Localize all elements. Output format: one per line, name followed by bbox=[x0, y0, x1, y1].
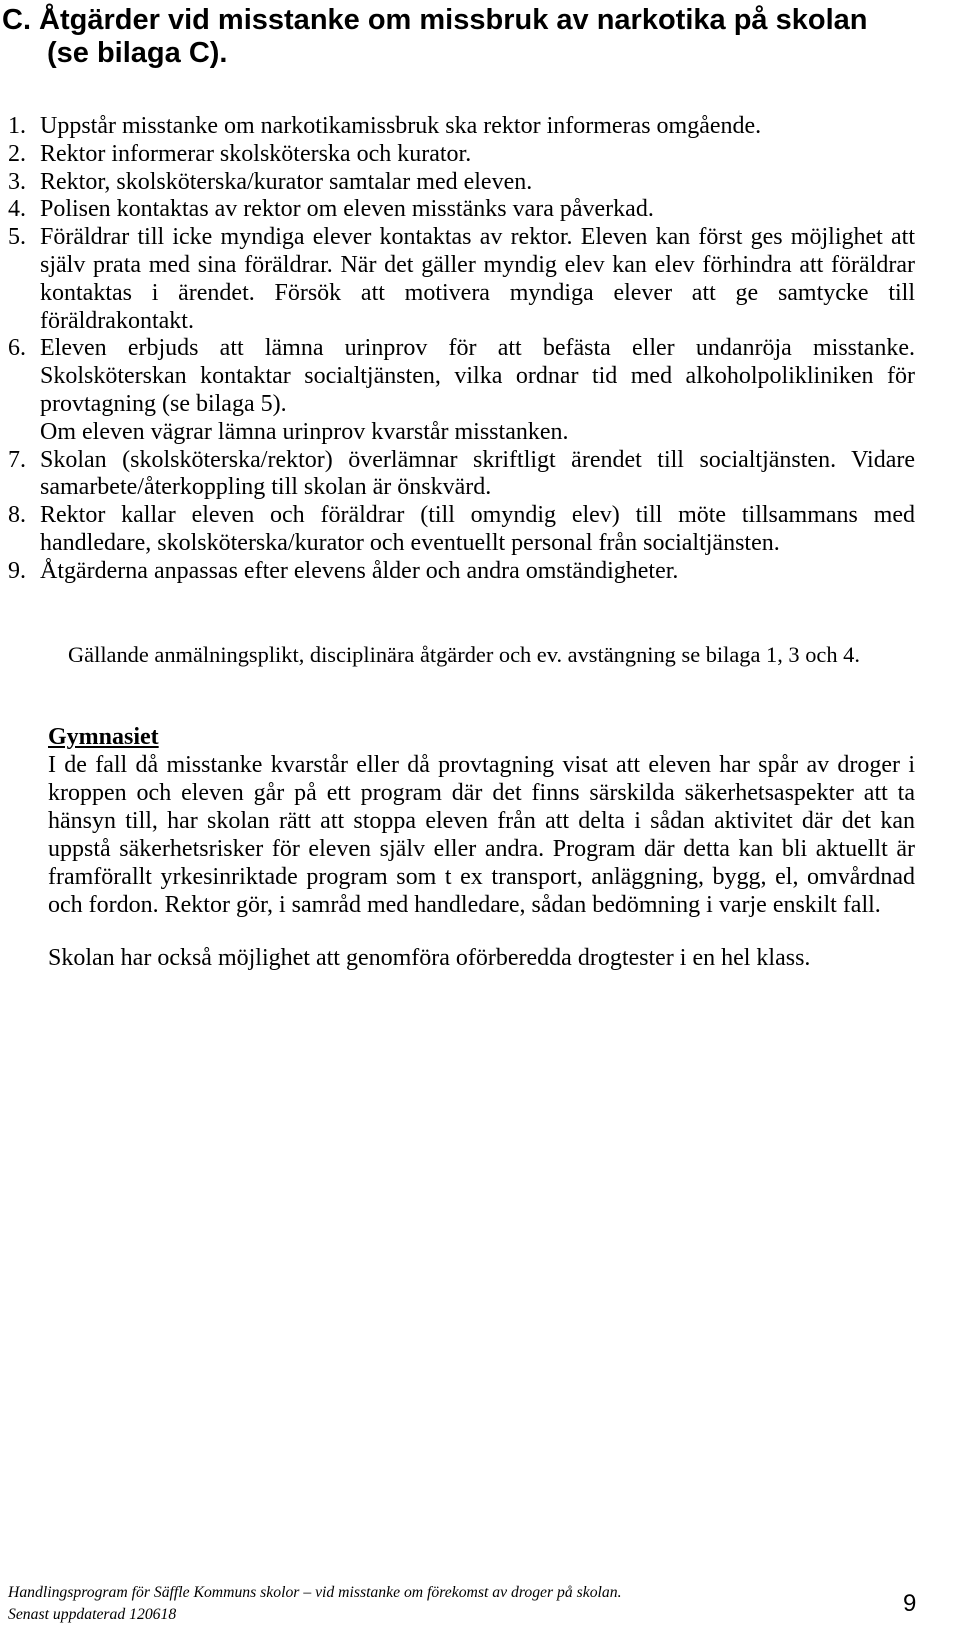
step-paragraph: Föräldrar till icke myndiga elever kontaktas av rektor. Eleven kan först ges möjlighet att själv prata med sina föräldrar. När det gäller myndig elev kan elev förhindra att föräldrar kontaktas i ärendet. Försök att motivera myndiga elever att ge samtycke till föräldrakontakt. bbox=[40, 224, 915, 334]
step-item bbox=[8, 558, 915, 586]
step-number: 2. bbox=[8, 140, 26, 167]
step-text bbox=[40, 196, 915, 224]
step-item bbox=[8, 113, 915, 141]
step-paragraph: Eleven erbjuds att lämna urinprov för att befästa eller undanröja misstanke. bbox=[40, 335, 915, 362]
step-text bbox=[40, 113, 915, 141]
step-paragraph: Rektor informerar skolsköterska och kurator. bbox=[40, 140, 472, 167]
step-number: 8. bbox=[8, 502, 26, 529]
step-paragraph: Polisen kontaktas av rektor om eleven misstänks vara påverkad. bbox=[40, 196, 654, 223]
step-text bbox=[40, 224, 915, 335]
step-item bbox=[8, 447, 915, 503]
step-paragraph: Rektor kallar eleven och föräldrar (till omyndig elev) till möte tillsammans med handledare, skolsköterska/kurator och eventuellt personal från socialtjänsten. bbox=[40, 502, 915, 556]
step-paragraph: Om eleven vägrar lämna urinprov kvarstår misstanken. bbox=[40, 418, 569, 445]
step-item bbox=[8, 335, 915, 446]
step-number: 1. bbox=[8, 113, 26, 139]
step-paragraph: Skolsköterskan kontaktar socialtjänsten, vilka ordnar tid med alkoholpolikliniken för provtagning (se bilaga 5). bbox=[40, 363, 915, 417]
step-number: 5. bbox=[8, 224, 26, 251]
footer-updated-date: Senast uppdaterad 120618 bbox=[8, 1606, 177, 1623]
document-heading bbox=[2, 4, 867, 70]
step-text bbox=[40, 558, 915, 586]
step-item bbox=[8, 196, 915, 224]
gymnasiet-paragraph: I de fall då misstanke kvarstår eller då provtagning visat att eleven har spår av droger i kroppen och eleven går på ett program där det finns särskilda säkerhetsaspekter att ta hänsyn till, har skolan rätt att stoppa eleven från att delta i sådan aktivitet där det kan uppstå säkerhetsrisker för eleven själv eller andra. Program där detta kan bli aktuellt är framförallt yrkesinriktade program som t ex transport, anläggning, bygg, el, omvårdnad och fordon. Rektor gör, i samråd med handledare, sådan bedömning i varje enskilt fall. bbox=[48, 752, 915, 918]
heading-line-2: (se bilaga C). bbox=[47, 37, 228, 69]
step-number: 3. bbox=[8, 168, 26, 195]
page-footer bbox=[8, 1582, 622, 1626]
closing-note: Skolan har också möjlighet att genomföra oförberedda drogtester i en hel klass. bbox=[48, 945, 811, 971]
step-number: 6. bbox=[8, 335, 26, 362]
step-paragraph: Uppstår misstanke om narkotikamissbruk ska rektor informeras omgående. bbox=[40, 113, 762, 139]
step-item bbox=[8, 169, 915, 197]
step-paragraph: Rektor, skolsköterska/kurator samtalar med eleven. bbox=[40, 168, 533, 195]
heading-line-1: C. Åtgärder vid misstanke om missbruk av narkotika på skolan bbox=[2, 4, 868, 36]
page-number: 9 bbox=[903, 1590, 917, 1617]
step-text bbox=[40, 141, 915, 169]
step-paragraph: Åtgärderna anpassas efter elevens ålder och andra omständigheter. bbox=[40, 557, 679, 584]
step-number: 4. bbox=[8, 196, 26, 223]
step-text bbox=[40, 447, 915, 503]
step-number: 9. bbox=[8, 557, 26, 584]
step-item bbox=[8, 502, 915, 558]
step-text bbox=[40, 335, 915, 446]
step-item bbox=[8, 141, 915, 169]
step-text bbox=[40, 502, 915, 558]
step-text bbox=[40, 169, 915, 197]
reference-note: Gällande anmälningsplikt, disciplinära åtgärder och ev. avstängning se bilaga 1, 3 och 4. bbox=[68, 642, 860, 667]
action-steps-list bbox=[8, 113, 915, 586]
section-heading-gymnasiet: Gymnasiet bbox=[48, 724, 159, 750]
step-item bbox=[8, 224, 915, 335]
step-paragraph: Skolan (skolsköterska/rektor) överlämnar skriftligt ärendet till socialtjänsten. Vidare samarbete/återkoppling till skolan är önskvärd. bbox=[40, 446, 915, 501]
footer-document-title: Handlingsprogram för Säffle Kommuns skolor – vid misstanke om förekomst av droger på skolan. bbox=[8, 1584, 622, 1601]
step-number: 7. bbox=[8, 446, 26, 473]
